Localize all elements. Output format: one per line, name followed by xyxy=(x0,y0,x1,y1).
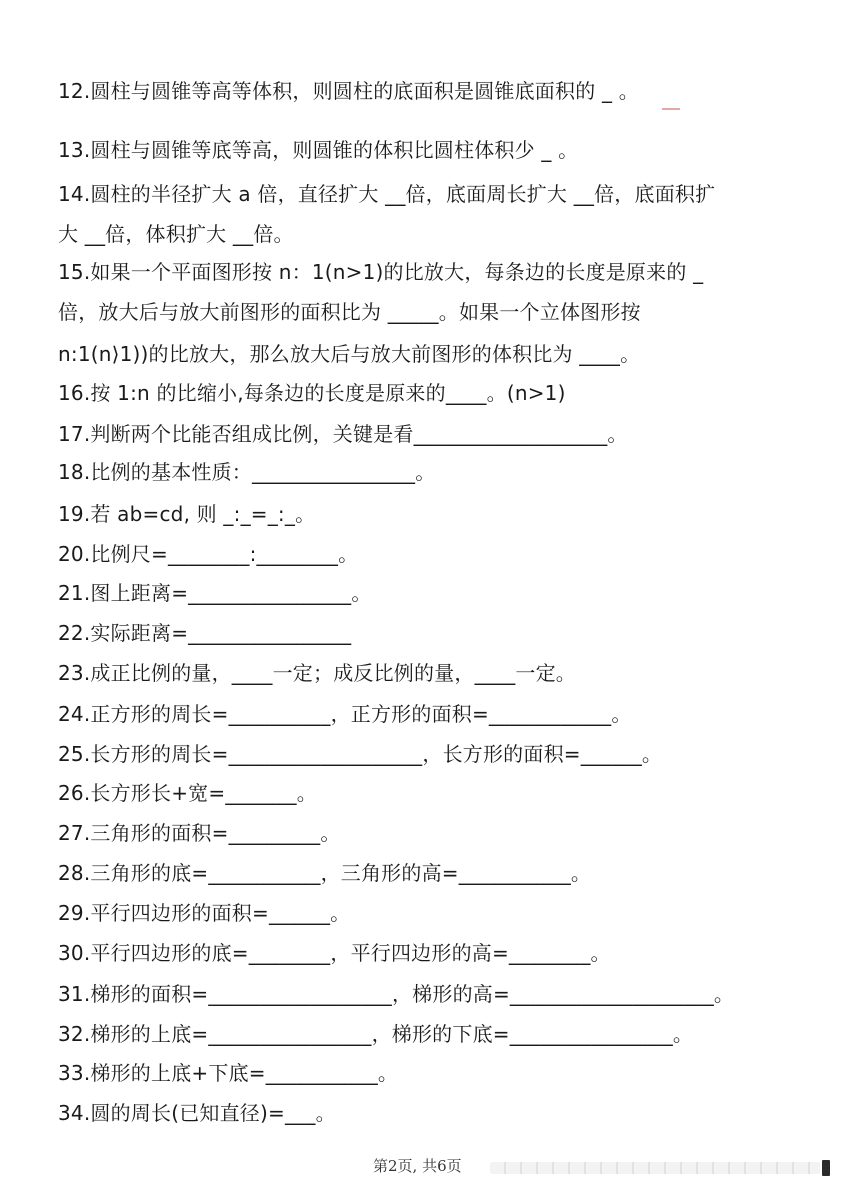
question-24: 24.正方形的周长=__________，正方形的面积=____________。 xyxy=(58,702,632,726)
question-30: 30.平行四边形的底=________，平行四边形的高=________。 xyxy=(58,941,611,965)
question-15-line3: n:1(n⟩1))的比放大，那么放大后与放大前图形的体积比为 ____。 xyxy=(58,342,641,366)
question-25: 25.长方形的周长=___________________，长方形的面积=______。 xyxy=(58,742,663,766)
question-13: 13.圆柱与圆锥等底等高，则圆锥的体积比圆柱体积少 _ 。 xyxy=(58,138,579,162)
question-15-line1: 15.如果一个平面图形按 n：1(n>1)的比放大，每条边的长度是原来的 _ xyxy=(58,260,704,284)
horizontal-scrollbar[interactable] xyxy=(490,1160,830,1176)
question-14-line2: 大 __倍，体积扩大 __倍。 xyxy=(58,222,294,246)
page-footer: 第2页, 共6页 xyxy=(373,1157,462,1175)
question-31: 31.梯形的面积=__________________，梯形的高=____________________。 xyxy=(58,982,735,1006)
scrollbar-thumb[interactable] xyxy=(822,1160,830,1176)
question-19: 19.若 ab=cd, 则 _:_=_:_。 xyxy=(58,502,316,526)
question-16: 16.按 1:n 的比缩小,每条边的长度是原来的____。(n>1) xyxy=(58,381,566,405)
question-26: 26.长方形长+宽=_______。 xyxy=(58,781,317,805)
question-21: 21.图上距离=________________。 xyxy=(58,581,372,605)
question-20: 20.比例尺=________:________。 xyxy=(58,542,359,566)
question-12: 12.圆柱与圆锥等高等体积，则圆柱的底面积是圆锥底面积的 _ 。 xyxy=(58,79,639,103)
question-18: 18.比例的基本性质：________________。 xyxy=(58,460,436,484)
question-14-line1: 14.圆柱的半径扩大 a 倍，直径扩大 __倍，底面周长扩大 __倍，底面积扩 xyxy=(58,182,716,206)
question-17: 17.判断两个比能否组成比例，关键是看___________________。 xyxy=(58,422,628,446)
question-29: 29.平行四边形的面积=______。 xyxy=(58,901,351,925)
question-28: 28.三角形的底=___________，三角形的高=___________。 xyxy=(58,861,592,885)
question-34: 34.圆的周长(已知直径)=___。 xyxy=(58,1101,336,1125)
red-underline-mark xyxy=(662,108,680,110)
question-32: 32.梯形的上底=________________，梯形的下底=________________。 xyxy=(58,1022,694,1046)
question-27: 27.三角形的面积=_________。 xyxy=(58,821,341,845)
scrollbar-track[interactable] xyxy=(490,1162,820,1174)
question-22: 22.实际距离=________________ xyxy=(58,621,352,645)
question-15-line2: 倍，放大后与放大前图形的面积比为 _____。如果一个立体图形按 xyxy=(58,300,641,324)
question-33: 33.梯形的上底+下底=___________。 xyxy=(58,1061,399,1085)
question-23: 23.成正比例的量，____一定；成反比例的量，____一定。 xyxy=(58,661,577,685)
